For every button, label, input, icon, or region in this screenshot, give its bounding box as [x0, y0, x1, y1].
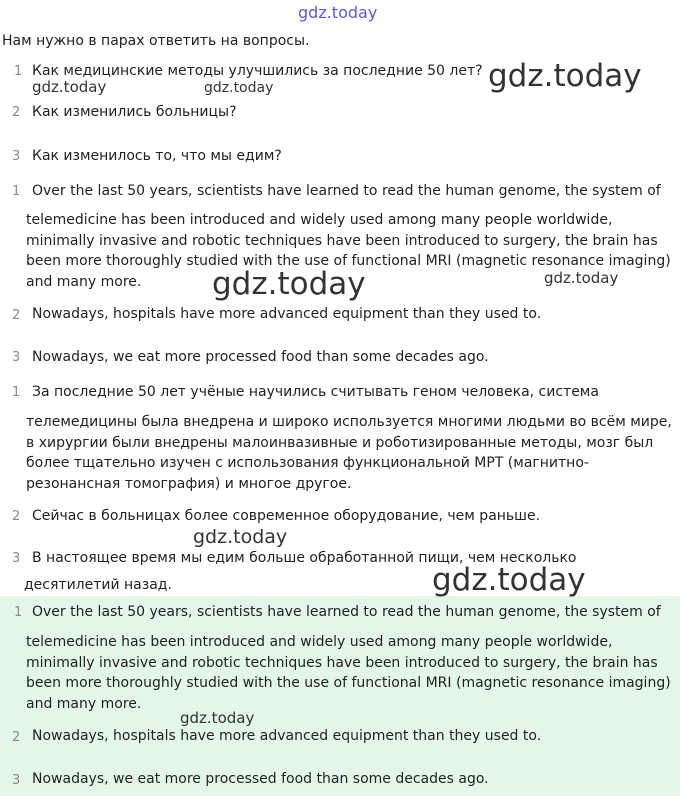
- answer-number: 3: [12, 350, 21, 365]
- answer-paragraph: телемедицины была внедрена и широко используется многими людьми во всём мире, в хирургии были внедрены малоинвазивные и роботизированные методы, мозг был более тщательно изучен с использования функциональной МРТ (магнитно-резонансная томография) и многое другое.: [26, 414, 672, 492]
- answer-number: 2: [12, 509, 21, 524]
- answer-line: За последние 50 лет учёные научились считывать геном человека, система: [32, 384, 599, 400]
- question-number: 2: [12, 105, 21, 120]
- watermark: gdz.today: [180, 709, 255, 727]
- answer-line: В настоящее время мы едим больше обработанной пищи, чем несколько: [32, 550, 577, 566]
- answer-paragraph: telemedicine has been introduced and widely used among many people worldwide, minimally invasive and robotic techniques have been introduced to surgery, the brain has been more thoroughly studied with the use of functional MRI (magnetic resonance imaging) and many more.: [26, 634, 671, 712]
- watermark: gdz.today: [212, 266, 366, 302]
- answer-line: Over the last 50 years, scientists have learned to read the human genome, the system of: [32, 604, 661, 620]
- header-watermark: gdz.today: [298, 3, 378, 22]
- answer-text: Сейчас в больницах более современное оборудование, чем раньше.: [32, 508, 541, 524]
- answer-line: Over the last 50 years, scientists have learned to read the human genome, the system of: [32, 183, 661, 199]
- answer-number: 1: [12, 385, 21, 400]
- watermark: gdz.today: [204, 80, 274, 96]
- intro-text: Нам нужно в парах ответить на вопросы.: [2, 33, 310, 49]
- answer-text: Nowadays, we eat more processed food than some decades ago.: [32, 771, 489, 787]
- question-number: 1: [14, 64, 23, 79]
- answer-text: Nowadays, hospitals have more advanced equipment than they used to.: [32, 728, 542, 744]
- watermark: gdz.today: [544, 269, 619, 287]
- answer-number: 3: [12, 551, 21, 566]
- question-number: 3: [12, 149, 21, 164]
- answer-text: Nowadays, we eat more processed food than some decades ago.: [32, 349, 489, 365]
- watermark: gdz.today: [488, 58, 642, 94]
- question-text: Как изменилось то, что мы едим?: [32, 148, 282, 164]
- answer-number: 1: [14, 605, 23, 620]
- question-text: Как медицинские методы улучшились за последние 50 лет?: [32, 63, 483, 79]
- answer-number: 2: [12, 730, 21, 745]
- answer-line: десятилетий назад.: [24, 577, 172, 593]
- watermark: gdz.today: [432, 562, 586, 598]
- answer-text: Nowadays, hospitals have more advanced equipment than they used to.: [32, 306, 542, 322]
- watermark: gdz.today: [193, 526, 288, 548]
- answer-paragraph: telemedicine has been introduced and widely used among many people worldwide, minimally invasive and robotic techniques have been introduced to surgery, the brain has been more thoroughly studied with the use of functional MRI (magnetic resonance imaging) and many more.: [26, 212, 671, 290]
- answer-number: 1: [12, 184, 21, 199]
- answer-number: 3: [12, 773, 21, 788]
- answer-number: 2: [12, 308, 21, 323]
- watermark: gdz.today: [32, 78, 107, 96]
- question-text: Как изменились больницы?: [32, 104, 237, 120]
